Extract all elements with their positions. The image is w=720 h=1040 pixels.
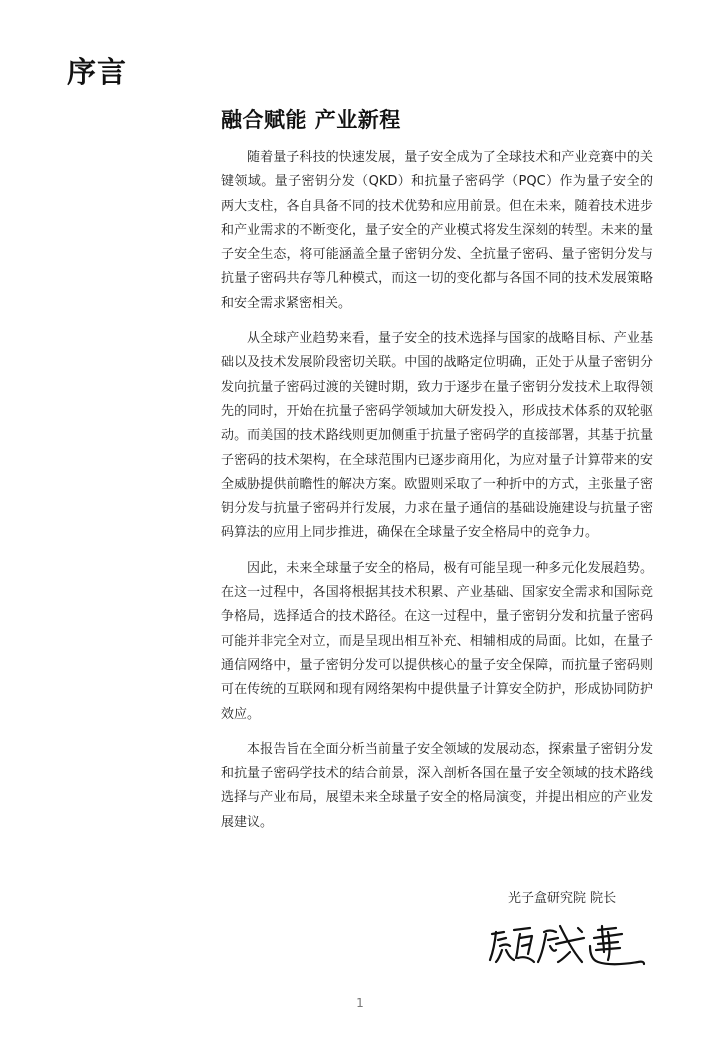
section-title: 融合赋能 产业新程 (221, 108, 401, 132)
page-heading: 序言 (67, 55, 128, 89)
handwritten-signature (486, 920, 646, 968)
page-number: 1 (356, 996, 364, 1010)
body-text (221, 146, 653, 846)
paragraph-4: 本报告旨在全面分析当前量子安全领域的发展动态，探索量子密钥分发和抗量子密码学技术的结合前景，深入剖析各国在量子安全领域的技术路线选择与产业布局，展望未来全球量子安全的格局演变，并提出相应的产业发展建议。 (221, 741, 653, 830)
paragraph-1: 随着量子科技的快速发展，量子安全成为了全球技术和产业竞赛中的关键领域。量子密钥分发（QKD）和抗量子密码学（PQC）作为量子安全的两大支柱，各自具备不同的技术优势和应用前景。但在未来，随着技术进步和产业需求的不断变化，量子安全的产业模式将发生深刻的转型。未来的量子安全生态，将可能涵盖全量子密钥分发、全抗量子密码、量子密钥分发与抗量子密码共存等几种模式，而这一切的变化都与各国不同的技术发展策略和安全需求紧密相关。 (221, 150, 653, 311)
signer-title: 光子盒研究院 院长 (508, 891, 617, 906)
paragraph-2: 从全球产业趋势来看，量子安全的技术选择与国家的战略目标、产业基础以及技术发展阶段密切关联。中国的战略定位明确，正处于从量子密钥分发向抗量子密码过渡的关键时期，致力于逐步在量子密钥分发技术上取得领先的同时，开始在抗量子密码学领域加大研发投入，形成技术体系的双轮驱动。而美国的技术路线则更加侧重于抗量子密码学的直接部署，其基于抗量子密码的技术架构，在全球范围内已逐步商用化，为应对量子计算带来的安全威胁提供前瞻性的解决方案。欧盟则采取了一种折中的方式，主张量子密钥分发与抗量子密码并行发展，力求在量子通信的基础设施建设与抗量子密码算法的应用上同步推进，确保在全球量子安全格局中的竞争力。 (221, 331, 653, 541)
paragraph-3: 因此，未来全球量子安全的格局，极有可能呈现一种多元化发展趋势。在这一过程中，各国将根据其技术积累、产业基础、国家安全需求和国际竞争格局，选择适合的技术路径。在这一过程中，量子密钥分发和抗量子密码可能并非完全对立，而是呈现出相互补充、相辅相成的局面。比如，在量子通信网络中，量子密钥分发可以提供核心的量子安全保障，而抗量子密码则可在传统的互联网和现有网络架构中提供量子计算安全防护，形成协同防护效应。 (221, 560, 653, 722)
signature-block (460, 888, 660, 978)
